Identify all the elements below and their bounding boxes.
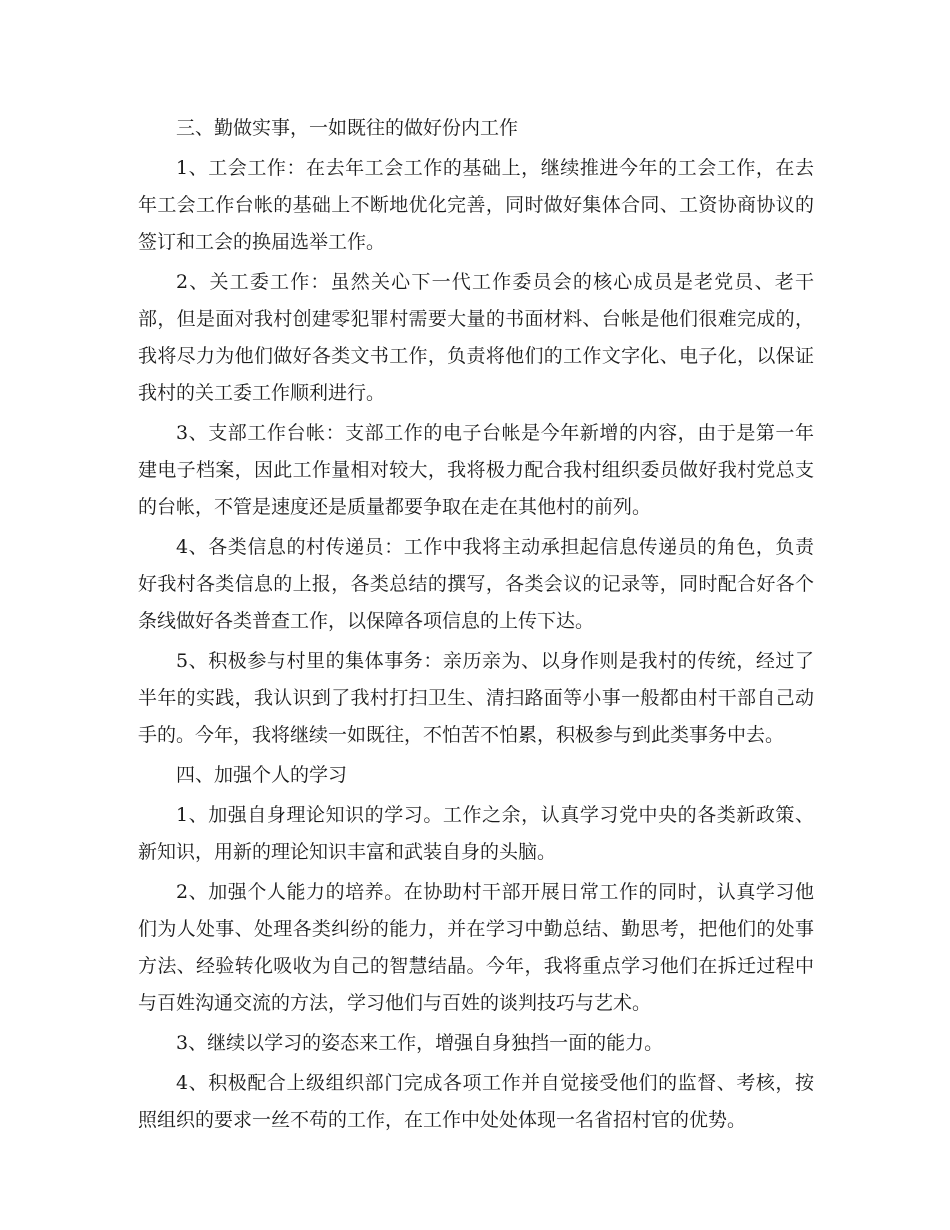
- section-heading-3: 三、勤做实事，一如既往的做好份内工作: [176, 117, 519, 139]
- paragraph-youth-committee: 2、关工委工作：虽然关心下一代工作委员会的核心成员是老党员、老干部，但是面对我村创建零犯罪村需要大量的书面材料、台帐是他们很难完成的，我将尽力为他们做好各类文书工作，负责将他们的工作文字化、电子化，以保证我村的关工委工作顺利进行。: [138, 271, 814, 404]
- paragraph-theory-study: 1、加强自身理论知识的学习。工作之余，认真学习党中央的各类新政策、新知识，用新的理论知识丰富和武装自身的头脑。: [138, 804, 814, 863]
- paragraph-learning-attitude: 3、继续以学习的姿态来工作，增强自身独挡一面的能力。: [176, 1032, 664, 1054]
- document-body: [138, 110, 814, 1142]
- section-heading-4: 四、加强个人的学习: [176, 764, 348, 786]
- paragraph-collective-affairs: 5、积极参与村里的集体事务：亲历亲为、以身作则是我村的传统，经过了半年的实践，我认识到了我村打扫卫生、清扫路面等小事一般都由村干部自己动手的。今年，我将继续一如既往，不怕苦不怕累，积极参与到此类事务中去。: [138, 650, 814, 746]
- paragraph-branch-ledger: 3、支部工作台帐：支部工作的电子台帐是今年新增的内容，由于是第一年建电子档案，因此工作量相对较大，我将极力配合我村组织委员做好我村党总支的台帐，不管是速度还是质量都要争取在走在其他村的前列。: [138, 422, 814, 518]
- paragraph-union-work: 1、工会工作：在去年工会工作的基础上，继续推进今年的工会工作，在去年工会工作台帐的基础上不断地优化完善，同时做好集体合同、工资协商协议的签订和工会的换届选举工作。: [138, 157, 814, 253]
- paragraph-cooperation: 4、积极配合上级组织部门完成各项工作并自觉接受他们的监督、考核，按照组织的要求一丝不苟的工作，在工作中处处体现一名省招村官的优势。: [138, 1072, 814, 1131]
- paragraph-info-relay: 4、各类信息的村传递员：工作中我将主动承担起信息传递员的角色，负责好我村各类信息的上报，各类总结的撰写，各类会议的记录等，同时配合好各个条线做好各类普查工作，以保障各项信息的上传下达。: [138, 536, 814, 632]
- paragraph-ability-training: 2、加强个人能力的培养。在协助村干部开展日常工作的同时，认真学习他们为人处事、处理各类纠纷的能力，并在学习中勤总结、勤思考，把他们的处事方法、经验转化吸收为自己的智慧结晶。今年，我将重点学习他们在拆迁过程中与百姓沟通交流的方法，学习他们与百姓的谈判技巧与艺术。: [138, 881, 814, 1014]
